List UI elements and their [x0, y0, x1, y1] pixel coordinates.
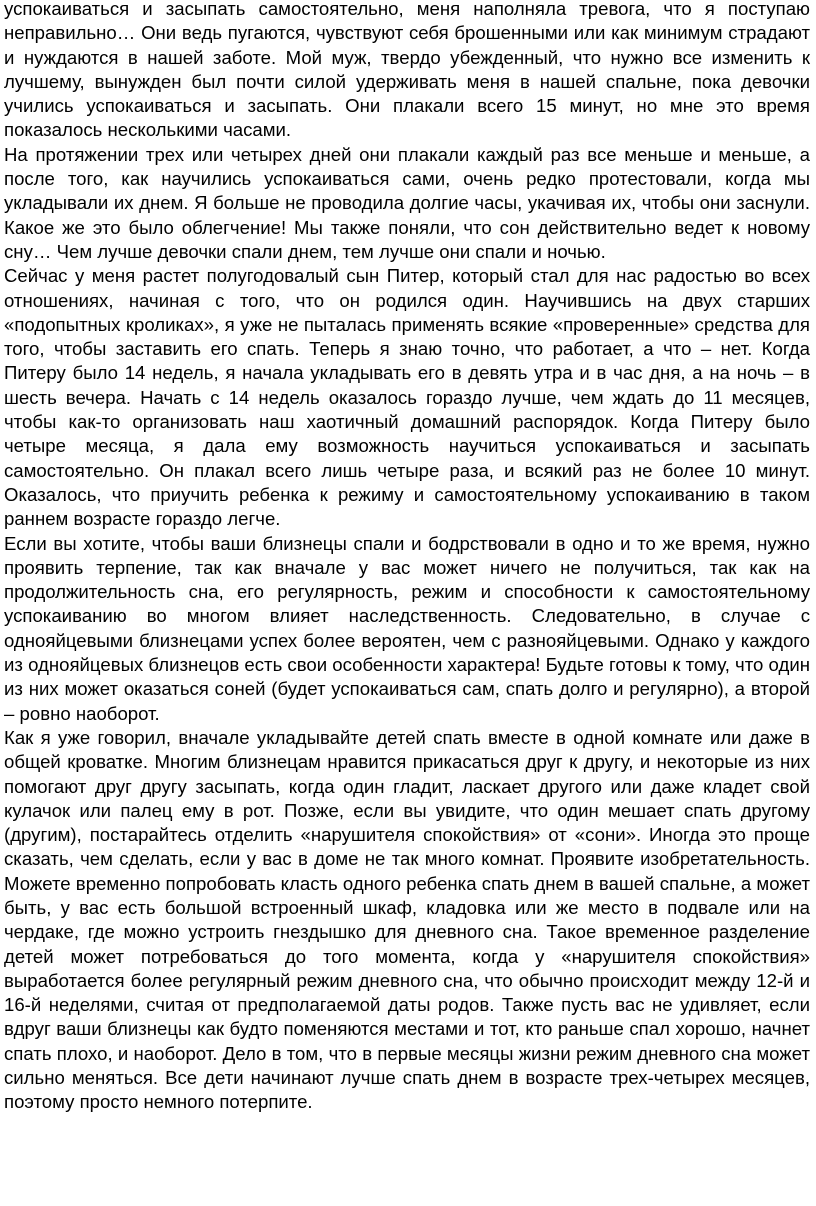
paragraph: Как я уже говорил, вначале укладывайте детей спать вместе в одной комнате или даже в общей кроватке. Многим близнецам нравится прикасаться друг к другу, и некоторые из них помогают друг другу засыпать, когда один гладит, ласкает другого или даже кладет свой кулачок или палец ему в рот. Позже, если вы увидите, что один мешает спать другому (другим), постарайтесь отделить «нарушителя спокойствия» от «сони». Иногда это проще сказать, чем сделать, если у вас в доме не так много комнат. Проявите изобретательность. Можете временно попробовать класть одного ребенка спать днем в вашей спальне, а может быть, у вас есть большой встроенный шкаф, кладовка или же место в подвале или на чердаке, где можно устроить гнездышко для дневного сна. Такое временное разделение детей может потребоваться до того момента, когда у «нарушителя спокойствия» выработается более регулярный режим дневного сна, что обычно происходит между 12-й и 16-й неделями, считая от предполагаемой даты родов. Также пусть вас не удивляет, если вдруг ваши близнецы как будто поменяются местами и тот, кто раньше спал хорошо, начнет спать плохо, и наоборот. Дело в том, что в первые месяцы жизни режим дневного сна может сильно меняться. Все дети начинают лучше спать днем в возрасте трех-четырех месяцев, поэтому просто немного потерпите. [4, 726, 810, 1113]
paragraph: На протяжении трех или четырех дней они плакали каждый раз все меньше и меньше, а после того, как научились успокаиваться сами, очень редко протестовали, когда мы укладывали их днем. Я больше не проводила долгие часы, укачивая их, чтобы они заснули. Какое же это было облегчение! Мы также поняли, что сон действительно ведет к новому сну… Чем лучше девочки спали днем, тем лучше они спали и ночью. [4, 143, 810, 262]
paragraph: Если вы хотите, чтобы ваши близнецы спали и бодрствовали в одно и то же время, нужно проявить терпение, так как вначале у вас может ничего не получиться, так как на продолжительность сна, его регулярность, режим и способности к самостоятельному успокаиванию во многом влияет наследственность. Следовательно, в случае с однояйцевыми близнецами успех более вероятен, чем с разнояйцевыми. Однако у каждого из однояйцевых близнецов есть свои особенности характера! Будьте готовы к тому, что один из них может оказаться соней (будет успокаиваться сам, спать долго и регулярно), а второй – ровно наоборот. [4, 532, 810, 724]
paragraph: Сейчас у меня растет полугодовалый сын Питер, который стал для нас радостью во всех отношениях, начиная с того, что он родился один. Научившись на двух старших «подопытных кроликах», я уже не пыталась применять всякие «проверенные» средства для того, чтобы заставить его спать. Теперь я знаю точно, что работает, а что – нет. Когда Питеру было 14 недель, я начала укладывать его в девять утра и в час дня, а на ночь – в шесть вечера. Начать с 14 недель оказалось гораздо лучше, чем ждать до 11 месяцев, чтобы как-то организовать наш хаотичный домашний распорядок. Когда Питеру было четыре месяца, я дала ему возможность научиться успокаиваться и засыпать самостоятельно. Он плакал всего лишь четыре раза, и всякий раз не более 10 минут. Оказалось, что приучить ребенка к режиму и самостоятельному успокаиванию в таком раннем возрасте гораздо легче. [4, 265, 810, 530]
paragraph: успокаиваться и засыпать самостоятельно, меня наполняла тревога, что я поступаю неправильно… Они ведь пугаются, чувствуют себя брошенными или как минимум страдают и нуждаются в нашей заботе. Мой муж, твердо убежденный, что нужно все изменить к лучшему, вынужден был почти силой удерживать меня в нашей спальне, пока девочки учились успокаиваться и засыпать. Они плакали всего 15 минут, но мне это время показалось несколькими часами. [4, 0, 810, 141]
